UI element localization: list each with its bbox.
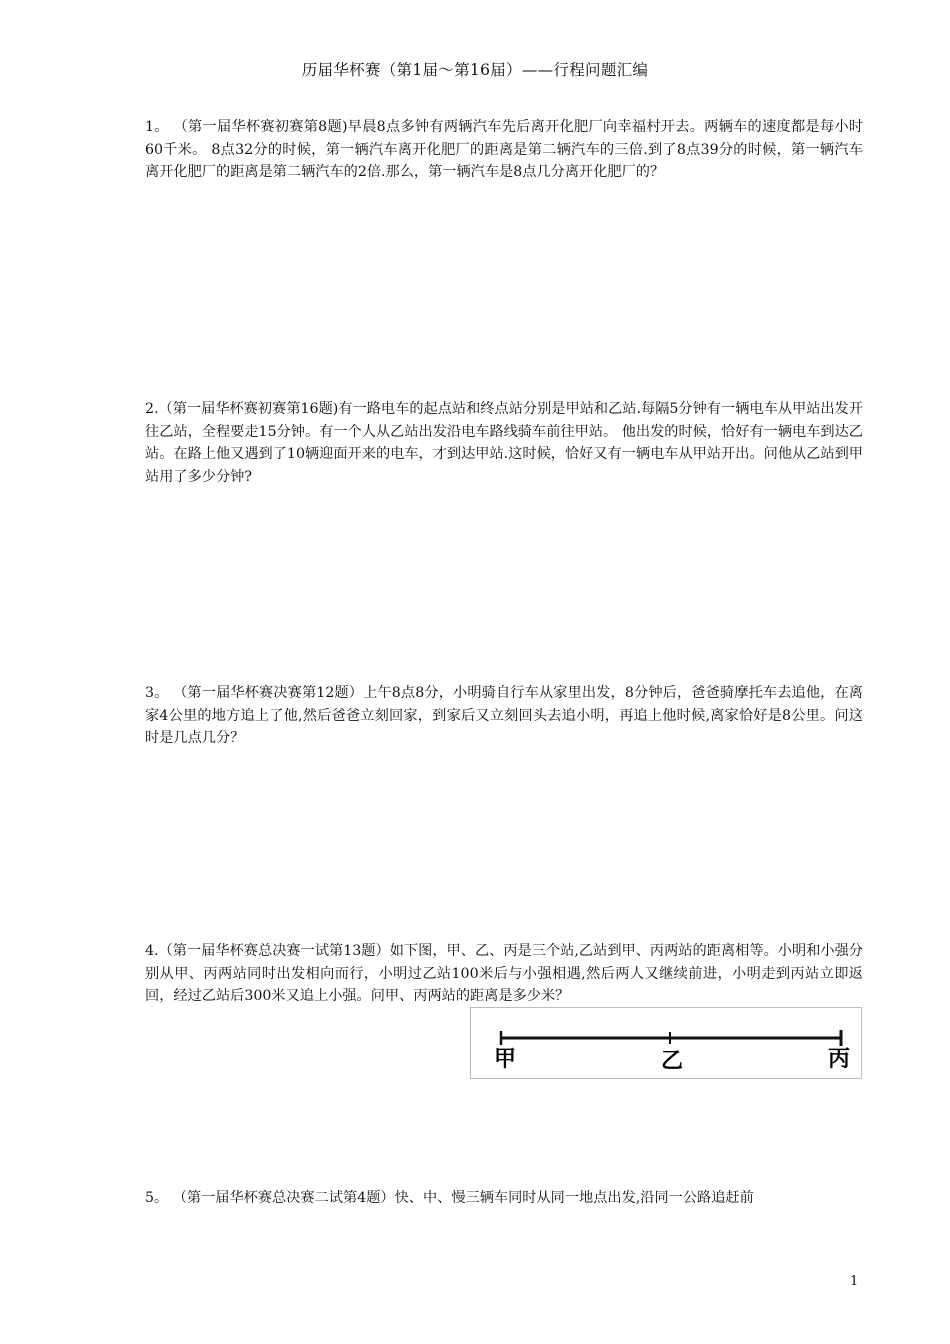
question-1 (145, 116, 863, 184)
station-b-label: 乙 (660, 1049, 684, 1074)
station-diagram-svg (471, 1008, 861, 1078)
station-a-label: 甲 (493, 1047, 517, 1072)
question-2-text: 2.（第一届华杯赛初赛第16题)有一路电车的起点站和终点站分别是甲站和乙站.每隔5分钟有一辆电车从甲站出发开往乙站，全程要走15分钟。有一个人从乙站出发沿电车路线骑车前往甲站。 他出发的时候，恰好有一辆电车到达乙站。在路上他又遇到了10辆迎面开来的电车，才到达甲站.这时候，恰好又有一辆电车从甲站开出。问他从乙站到甲站用了多少分钟? (145, 401, 863, 485)
question-3-text: 3。 （第一届华杯赛决赛第12题）上午8点8分，小明骑自行车从家里出发，8分钟后，爸爸骑摩托车去追他，在离家4公里的地方追上了他,然后爸爸立刻回家，到家后又立刻回头去追小明，再追上他时候,离家恰好是8公里。问这时是几点几分？ (145, 685, 863, 746)
question-5-text: 5。 （第一届华杯赛总决赛二试第4题）快、中、慢三辆车同时从同一地点出发,沿同一公路追赶前 (145, 1190, 754, 1206)
question-2 (145, 398, 863, 488)
question-4 (145, 940, 863, 1008)
station-diagram (470, 1007, 862, 1079)
question-5 (145, 1187, 863, 1210)
question-4-text: 4.（第一届华杯赛总决赛一试第13题）如下图，甲、乙、丙是三个站,乙站到甲、丙两站的距离相等。小明和小强分别从甲、丙两站同时出发相向而行，小明过乙站100米后与小强相遇,然后两人又继续前进，小明走到丙站立即返回，经过乙站后300米又追上小强。问甲、丙两站的距离是多少米？ (145, 943, 863, 1004)
page-number: 1 (850, 1274, 859, 1289)
station-c-label: 丙 (827, 1047, 851, 1072)
question-1-text: 1。 （第一届华杯赛初赛第8题)早晨8点多钟有两辆汽车先后离开化肥厂向幸福村开去。两辆车的速度都是每小时60千米。 8点32分的时候，第一辆汽车离开化肥厂的距离是第二辆汽车的三倍.到了8点39分的时候，第一辆汽车离开化肥厂的距离是第二辆汽车的2倍.那么，第一辆汽车是8点几分离开化肥厂的？ (145, 119, 863, 180)
document-title: 历届华杯赛（第1届～第16届）——行程问题汇编 (301, 61, 649, 79)
question-3 (145, 682, 863, 750)
